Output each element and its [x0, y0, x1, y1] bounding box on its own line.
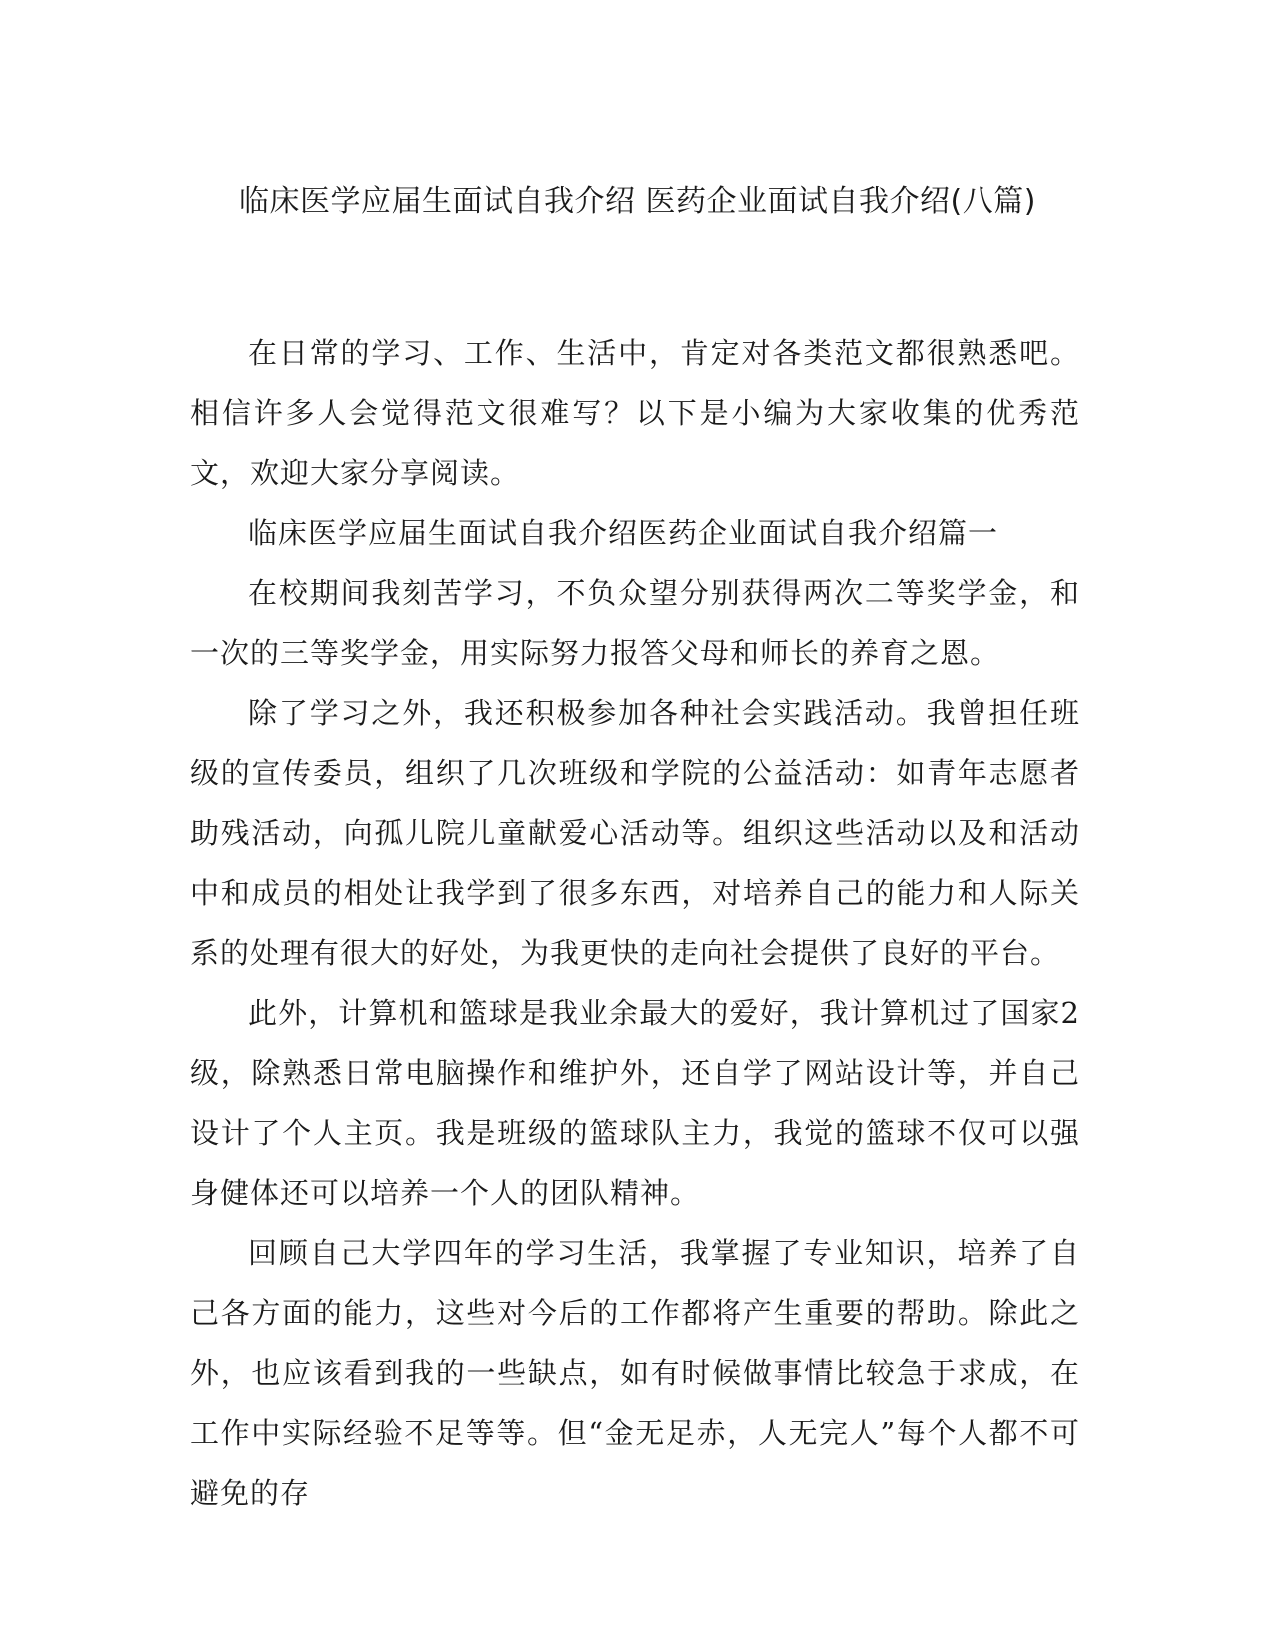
paragraph-activities: 除了学习之外，我还积极参加各种社会实践活动。我曾担任班级的宣传委员，组织了几次班级和学院的公益活动：如青年志愿者助残活动，向孤儿院儿童献爱心活动等。组织这些活动以及和活动中和成员的相处让我学到了很多东西，对培养自己的能力和人际关系的处理有很大的好处，为我更快的走向社会提供了良好的平台。	[190, 696, 1080, 970]
paragraph-review: 回顾自己大学四年的学习生活，我掌握了专业知识，培养了自己各方面的能力，这些对今后的工作都将产生重要的帮助。除此之外，也应该看到我的一些缺点，如有时候做事情比较急于求成，在工作中实际经验不足等等。但“金无足赤，人无完人”每个人都不可避免的存	[190, 1236, 1080, 1510]
document-body	[190, 323, 1080, 1523]
document-title: 临床医学应届生面试自我介绍 医药企业面试自我介绍(八篇)	[239, 184, 1036, 219]
paragraph-intro: 在日常的学习、工作、生活中，肯定对各类范文都很熟悉吧。相信许多人会觉得范文很难写？以下是小编为大家收集的优秀范文，欢迎大家分享阅读。	[190, 336, 1080, 490]
paragraph-hobbies: 此外，计算机和篮球是我业余最大的爱好，我计算机过了国家2级，除熟悉日常电脑操作和维护外，还自学了网站设计等，并自己设计了个人主页。我是班级的篮球队主力，我觉的篮球不仅可以强身健体还可以培养一个人的团队精神。	[190, 996, 1080, 1210]
paragraph-study: 在校期间我刻苦学习，不负众望分别获得两次二等奖学金，和一次的三等奖学金，用实际努力报答父母和师长的养育之恩。	[190, 576, 1080, 670]
section-heading: 临床医学应届生面试自我介绍医药企业面试自我介绍篇一	[248, 516, 999, 550]
